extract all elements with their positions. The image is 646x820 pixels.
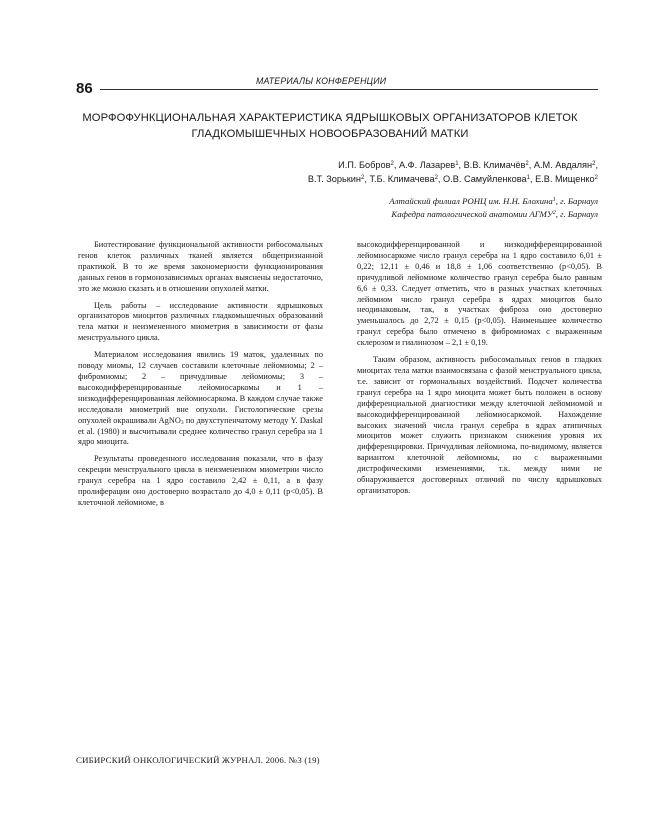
author-affil-mark: 2 — [592, 161, 596, 167]
author-affil-mark: 1 — [455, 161, 459, 167]
author-name: И.П. Бобров — [338, 160, 391, 170]
paragraph-aim: Цель работы – исследование активности ядрышковых организаторов миоцитов различных гладкомышечных образований тела матки и неизмененного миометрия в зависимости от фазы менструального цикла. — [78, 300, 323, 343]
author-name: Т.Б. Климачева — [369, 174, 435, 184]
page-number: 86 — [76, 80, 93, 97]
chemical-subscript: 3 — [180, 419, 184, 426]
author-name: О.В. Самуйленкова — [443, 174, 527, 184]
author-affil-mark: 2 — [525, 161, 529, 167]
author-affil-mark: 1 — [526, 175, 530, 181]
paragraph-conclusion: Таким образом, активность рибосомальных генов в гладких миоцитах тела матки взаимосвязана с фазой менструального цикла, т.е. зависит от гормональных воздействий. Подсчет количества гранул серебра на 1 ядро миоцита может быть положен в основу дифференциальной диагностики между клеточной лейомиомой и высокодифференцированной лейомиосаркомой. Нахождение высоких значений числа гранул серебра в ядрах атипичных миоцитов может служить признаком снижения уровня их дифференцировки. Причудливая лейомиома, по-видимому, является вариантом клеточной лейомиомы, но с выраженными дистрофическими изменениями, т.к. между ними не обнаруживается достоверных отличий по числу ядрышковых организаторов. — [357, 355, 602, 495]
paragraph-methods — [78, 350, 323, 448]
affiliation-city: , г. Барнаул — [555, 196, 598, 206]
affiliation-mark: 2 — [552, 210, 556, 216]
author-name: В.В. Климачёв — [463, 160, 526, 170]
methods-text-cont: по двухступенчатому методу Y. Daskal et al. (1980) и высчитывали среднее количество гранул серебра на 1 ядро миоцита. — [78, 415, 323, 447]
body-column-right — [357, 240, 602, 503]
affiliation-name: Алтайский филиал РОНЦ им. Н.Н. Блохина — [389, 196, 553, 206]
affiliation-mark: 1 — [552, 197, 556, 203]
author-name: А.Ф. Лазарев — [398, 160, 456, 170]
affiliation-list — [190, 195, 598, 221]
author-line-2: В.Т. Зорькин$^2$, Т.Б. Климачева$^2$, О.В. Самуйленкова$^1$, Е.В. Мищенко$^2$ — [307, 174, 598, 184]
author-name: А.М. Авдалян — [533, 160, 593, 170]
author-affil-mark: 2 — [360, 175, 365, 181]
methods-text: Материалом исследования явились 19 маток, удаленных по поводу миомы, 12 случаев составили клеточные лейомиомы; 2 – фибромиомы; 2 – причудливые лейомиомы; 3 – высокодифференцированные лейомиосаркомы и 1 – низкодифференцированная лейомиосаркома. В каждом случае также исследовали миометрий вне опухоли. Гистологические срезы опухолей окрашивали AgNO — [78, 350, 323, 425]
author-affil-mark: 2 — [434, 175, 438, 181]
author-affil-mark: 2 — [594, 175, 598, 181]
running-header: МАТЕРИАЛЫ КОНФЕРЕНЦИИ — [256, 76, 387, 86]
affiliation-1 — [190, 195, 598, 208]
title-line-1: МОРФОФУНКЦИОНАЛЬНАЯ ХАРАКТЕРИСТИКА ЯДРЫШКОВЫХ ОРГАНИЗАТОРОВ КЛЕТОК — [82, 112, 578, 124]
journal-footer: СИБИРСКИЙ ОНКОЛОГИЧЕСКИЙ ЖУРНАЛ. 2006. №3 (19) — [76, 755, 320, 765]
author-name: В.Т. Зорькин — [307, 174, 361, 184]
author-line-1: И.П. Бобров$^2$, А.Ф. Лазарев$^1$, В.В. Климачёв$^2$, А.М. Авдалян$^2$, — [338, 160, 598, 170]
body-column-left — [78, 240, 323, 515]
author-name: Е.В. Мищенко — [535, 174, 595, 184]
affiliation-2 — [190, 208, 598, 221]
affiliation-city: , г. Барнаул — [555, 209, 598, 219]
author-affil-mark: 2 — [390, 161, 394, 167]
header-rule — [100, 89, 598, 90]
paragraph-intro: Биотестирование функциональной активности рибосомальных генов клеток различных тканей является общепризнанной практикой. В то же время закономерности функционирования данных генов в гормонозависимых органах выяснены недостаточно, это же можно сказать и в отношении опухолей матки. — [78, 240, 323, 293]
title-line-2: ГЛАДКОМЫШЕЧНЫХ НОВООБРАЗОВАНИЙ МАТКИ — [191, 128, 469, 140]
paragraph-results-cont: высокодифференцированной и низкодифференцированной лейомиосаркоме число гранул серебра на 1 ядро составило 6,01 ± 0,22; 12,11 ± 0,46 и 18,8 ± 1,06 соответственно (p<0,05). В причудливой лейомиоме количество гранул серебра было равным 6,6 ± 0,33. Следует отметить, что в разных участках клеточных лейомиом число гранул серебра в ядрах миоцитов было неодинаковым, так, в участках фиброза оно достоверно уменьшалось до 2,72 ± 0,15 (p<0,05). Наименьшее количество гранул серебра было отмечено в фибромиомах с выраженным склерозом и гиалинозом – 2,1 ± 0,19. — [357, 240, 602, 348]
author-list — [190, 158, 598, 186]
paragraph-results: Результаты проведенного исследования показали, что в фазу секреции менструального цикла в неизмененном миометрии число гранул серебра на 1 ядро составило 2,42 ± 0,11, а в фазу пролиферации оно достоверно возрастало до 4,0 ± 0,11 (p<0,05). В клеточной лейомиоме, в — [78, 454, 323, 507]
affiliation-name: Кафедра патологической анатомии АГМУ — [391, 209, 553, 219]
article-title — [60, 110, 600, 142]
